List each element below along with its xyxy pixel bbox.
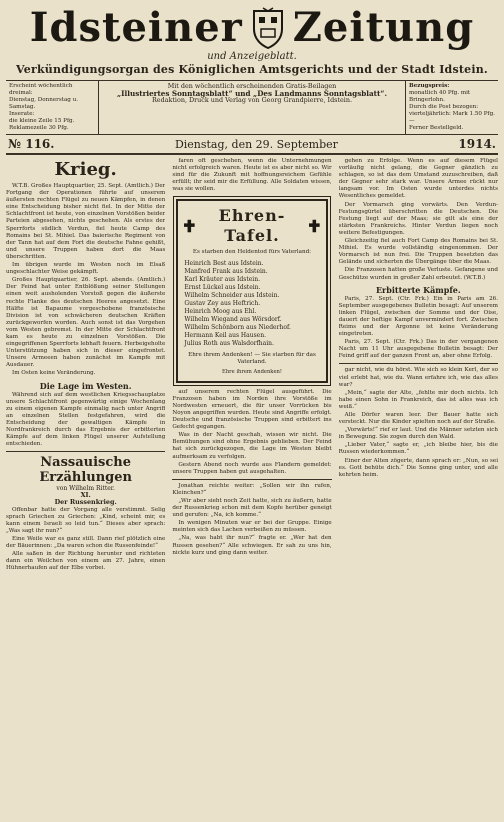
novel-paragraph: gar nicht, wie du hörst. Wie sich so klein Kerl, der so viel erlebt hat, wie du. Wann erfahre ich, wie das alles war?: [338, 367, 498, 388]
info-right-line: Bezugspreis:: [409, 83, 450, 89]
novel-paragraph: „Na, was habt ihr nun?“ fragte er. „Wer hat den Russen gesehen?“ Alle schwiegen. Er sah zu uns hin, nickte kurz und ging dann weiter.: [172, 535, 332, 556]
honor-roll-name: Manfred Frank aus Idstein.: [184, 267, 268, 275]
info-left: [6, 81, 98, 134]
info-left-line: Inserate:: [9, 111, 35, 117]
info-left-line: die kleine Zeile 15 Pfg.: [9, 118, 75, 124]
newspaper-page: [6, 3, 498, 815]
novel-paragraph: „Wir aber sieht noch Zeit hatte, sich zu äußern, hatte der Russenkrieg schon mit dem Kopfe herüber geneigt und gerufen: „Na, ich komme.“: [172, 497, 332, 519]
article-paragraph: Im Osten keine Veränderung.: [12, 370, 96, 377]
novel-paragraph: „Vorwärts!“ rief er laut. Und die Männer setzten sich in Bewegung. Sie zogen durch den Wald.: [338, 427, 498, 441]
info-left-line: Erscheint wöchentlich dreimal:: [9, 83, 73, 96]
masthead: [6, 3, 498, 77]
novel-paragraph: „Mein,“ sagte der Alte, „fehlte mir doch nichts. Ich habe einen Sohn in Frankreich, das ist alles was ich weiß.“: [338, 389, 498, 410]
novel-paragraph: Offenbar hatte der Vorgang alle verstimmt. Selig sprach Griechen zu Griechen: „Kind, scheint mir, es kann einem Israeli so leid tun.“ Dieses aber sprach: „Was sagt ihr nun?“: [6, 506, 166, 534]
article-paragraph: faren oft geschehen, wenn die Unternehmungen nicht erfolgreich waren. Heute ist es aber nicht so. Wir sind für die Zukunft mit hoffnungsreichem Gefühle erfüllt; ihr seid mir die Erfüllung. Alle Soldaten wissen, was sie wollen.: [172, 158, 332, 193]
novel-paragraph: Jonathan reichte weiter: „Sollen wir ihn rufen, Kleinchen?“: [172, 482, 332, 496]
honor-roll-name: Hermann Keil aus Hausen.: [184, 331, 267, 339]
column-2: [172, 158, 331, 573]
honor-roll-end: Ehre ihrem Andenken!: [222, 368, 282, 375]
honor-roll-title-text: Ehren-Tafel.: [218, 206, 286, 246]
divider: [6, 451, 165, 452]
info-left-line: Dienstag, Donnerstag u. Samstag.: [9, 97, 79, 110]
article-paragraph: Während sich auf dem westlichen Kriegsschauplatze unsere Schlachtfront gegenwärtig einige Wochenlang zu einem eigenen Kampfe einmalig nach unter Angriff an einzelnen Stellen festgefahren, wird die Entscheidung der gewaltigen Kämpfe in Nordfrankreich durch das Ergebnis der erbitterten Kämpfe auf dem linken Flügel unserer Aufstellung entschieden.: [6, 391, 166, 448]
info-right-line: monatlich 40 Pfg. mit Bringerlohn.: [409, 90, 471, 103]
article-paragraph: auf unserem rechten Flügel ausgeführt. Die Franzosen haben im Norden ihre Vorstöße im Nordwesten erneuert, die für unser Vorrücken bis Noyon angegriffen wurden. Heute sind Angriffe erfolgt. Deutsche und französische Truppen sind erbittert ins Gefecht gegangen.: [172, 388, 332, 431]
honor-roll-name: Gustav Zey aus Heftrich.: [184, 299, 261, 307]
subtitle: und Anzeigeblatt.: [207, 51, 297, 62]
honor-roll-name: Karl Kräuter aus Idstein.: [184, 275, 260, 283]
article-paragraph: Gleichzeitig fiel auch Fort Camp des Romains bei St. Mihiel. Es wurde vollständig eingenommen. Der Vormarsch ist nun frei. Die Truppen besetzten das Gelände und sicherten die Übergänge über die Maas.: [338, 238, 498, 266]
west-heading: Die Lage im Westen.: [39, 380, 132, 391]
info-middle: [98, 81, 406, 134]
novel-subheading: Der Russenkrieg.: [54, 498, 117, 507]
honor-roll-title: [184, 206, 319, 246]
issue-number: № 116.: [8, 137, 55, 151]
article-columns: [6, 158, 498, 573]
info-right-line: Durch die Post bezogen:: [409, 104, 479, 110]
honor-roll-name: Heinrich Moog aus Ehl.: [184, 307, 257, 315]
novel-author: von Wilhelm Ritter.: [56, 485, 115, 493]
title-right: Zeitung: [292, 4, 475, 51]
divider: [339, 363, 498, 364]
honor-roll-name: Wilhelm Wiegand aus Wörsdorf.: [184, 315, 282, 323]
honor-roll-name: Julius Roth aus Walsdorfhain.: [184, 339, 274, 347]
novel-paragraph: Einer der Alten zögerte, dann sprach er: „Nun, so sei es. Gott behüte dich.“ Die Sonne ging unter, und alle kehrten heim.: [338, 457, 498, 478]
article-paragraph: Paris, 27. Sept. (Ctr. Frk.) Das in der vergangenen Nacht um 11 Uhr ausgegebene Bulletin besagt: Der Feind griff auf der ganzen Front an, aber ohne Erfolg.: [338, 339, 498, 360]
dateline: [6, 135, 498, 155]
honor-roll-intro: Es starben den Heldentod fürs Vaterland:: [192, 249, 312, 256]
article-paragraph: Paris, 27. Sept. (Ctr. Frk.) Ein in Paris am 26. September ausgegebenes Bulletin besagt: Auf unserem linken Flügel, zwischen der Somme und der Oise, dauert der heftige Kampf unvermindert fort. Zwischen Reims und der Argonne ist keine Veränderung eingetreten.: [338, 295, 498, 338]
iron-cross-icon: [309, 219, 320, 233]
info-bar: [6, 80, 498, 135]
novel-paragraph: „Lieber Vater,“ sagte er, „ich bleibe hier, bis die Russen wiederkommen.“: [338, 442, 498, 456]
divider: [172, 479, 331, 480]
issue-year: 1914.: [458, 137, 496, 151]
honor-roll-name: Ernst Lückel aus Idstein.: [184, 283, 261, 291]
honor-roll-name: Heinrich Best aus Idstein.: [184, 259, 264, 267]
coat-of-arms-icon: [251, 7, 285, 49]
honor-roll-footer: Ehre ihrem Andenken! — Sie starben für das Vaterland.: [188, 351, 316, 365]
iron-cross-icon: [184, 219, 195, 233]
novel-chapter: XI.: [80, 491, 91, 500]
honor-roll-name: Wilhelm Schneider aus Idstein.: [184, 291, 280, 299]
newspaper-title: [6, 5, 498, 51]
article-paragraph: gehen zu Erfolge. Wenn es auf diesem Flügel vorläufig nicht gelang, die Gegner gänzlich zu schlagen, so ist das dem Umstand zuzuschreiben, daß der Gegner sehr stark war. Unsere Armee rückt nur langsam vor. Im Osten wurde unterdes nichts Wesentliches gemeldet.: [338, 158, 498, 200]
article-paragraph: Im übrigen wurde im Westen noch im Elsaß ungeschlachter Weise gekämpft.: [6, 262, 166, 276]
info-mid-top: Mit den wöchentlich erscheinenden Gratis-Beilagen: [167, 82, 337, 90]
info-mid-main: „Illustriertes Sonntagsblatt“ und „Des Landmanns Sonntagsblatt“.: [117, 89, 387, 98]
info-mid-bottom: Redaktion, Druck und Verlag von Georg Grandpierre, Idstein.: [152, 96, 352, 104]
novel-paragraph: Alle Dörfer waren leer. Der Bauer hatte sich versteckt. Nur die Kinder spielten noch auf der Straße.: [338, 412, 498, 426]
column-1: [6, 158, 165, 573]
fights-heading: Erbitterte Kämpfe.: [375, 284, 461, 295]
honor-roll-box: [176, 199, 327, 382]
novel-paragraph: Alle saßen in der Richtung herunter und richteten dann ein Weilchen von einem am 27. Jahre, einen Hühnerhaufen auf der Elbe vorbei.: [6, 551, 166, 572]
article-paragraph: Großes Hauptquartier, 26. Sept. abends. (Amtlich.) Der Feind hat unter Entblößung seiner Stellungen einen weit ausholenden Vorstoß gegen die äußerste rechte Flanke des deutschen Heeres angesetzt. Eine Hälfte ist Bapaume vorgeschobene französische Division ist von schwächeren deutschen Kräften zurückgeworfen worden. Auch sonst ist das Vorgehen vom Westen gebremst. In der Mitte der Schlachtfront kam es heute zu einzelnen Vorstößen. Die eingegriffenen Sperrforts lebhaft feuern. Herbeigeholte Unterstützung haben sich in dieser eingefrontet. Unsere Armeeen haben zunächst im Kampfe mit Ausdauer.: [6, 277, 166, 369]
info-right: [406, 81, 498, 134]
novel-paragraph: Eine Weile war es ganz still. Dann rief plötzlich eine der Bäuerinnen: „Da waren schon die Russenfeinde!“: [6, 535, 166, 550]
info-right-line: vierteljährlich: Mark 1.50 Pfg. —: [409, 111, 495, 124]
article-paragraph: Der Vormarsch ging vorwärts. Den Verdun-Festungsgürtel überschritten die Deutschen. Die Festung liegt auf der Maas; sie gilt als eine der stärksten Frankreichs. Hinter Verdun liegen noch weitere Befestigungen.: [338, 201, 498, 236]
article-paragraph: Die Franzosen hatten große Verluste. Gefangene und Geschütze wurden in großer Zahl erbeutet. (W.T.B.): [338, 267, 498, 281]
info-left-line: Reklamezeile 30 Pfg.: [9, 125, 69, 131]
article-paragraph: W.T.B. Großes Hauptquartier, 25. Sept. (Amtlich.) Der Fortgang der Operationen führte auf unserem äußersten rechten Flügel zu neuen Kämpfen, in denen eine Entscheidung bisher nicht fiel. In der Mitte der Schlachtfront ist heute, von einzelnen Vorstößen beider Parteien abgesehen, nichts geschehen. Als erstes der Sperrforts südlich Verdun, fiel heute Camp des Romains bei St. Mihiel. Das baierische Regiment von der Tann hat auf dem Fort die deutsche Fahne gehißt, und unsere Truppen haben dort die Maas überschritten.: [6, 183, 166, 260]
war-heading: Krieg.: [54, 159, 117, 180]
article-paragraph: Gestern Abend noch wurde aus Flandern gemeldet: unsere Truppen haben gut ausgehalten.: [172, 461, 332, 475]
honor-roll-name: Wilhelm Schönborn aus Niederhof.: [184, 323, 291, 331]
info-right-line: Ferner Bestellgeld.: [409, 125, 464, 131]
title-left: Idsteiner: [29, 4, 243, 51]
issue-date: Dienstag, den 29. September: [174, 138, 338, 151]
tagline: Verkündigungsorgan des Königlichen Amtsgerichts und der Stadt Idstein.: [16, 63, 488, 76]
article-paragraph: Was in der Nacht geschah, wissen wir nicht. Die Bemühungen sind ohne Ergebnis geblieben. Der Feind hat sich zurückgezogen, die Lage im Westen bleibt aufmerksam zu verfolgen.: [172, 432, 332, 460]
column-3: [339, 158, 498, 573]
novel-paragraph: In wenigen Minuten war er bei der Gruppe. Einige meinten sich das Lachen verbeißen zu müssen.: [172, 520, 332, 534]
novel-heading: Nassauische Erzählungen: [39, 455, 132, 486]
